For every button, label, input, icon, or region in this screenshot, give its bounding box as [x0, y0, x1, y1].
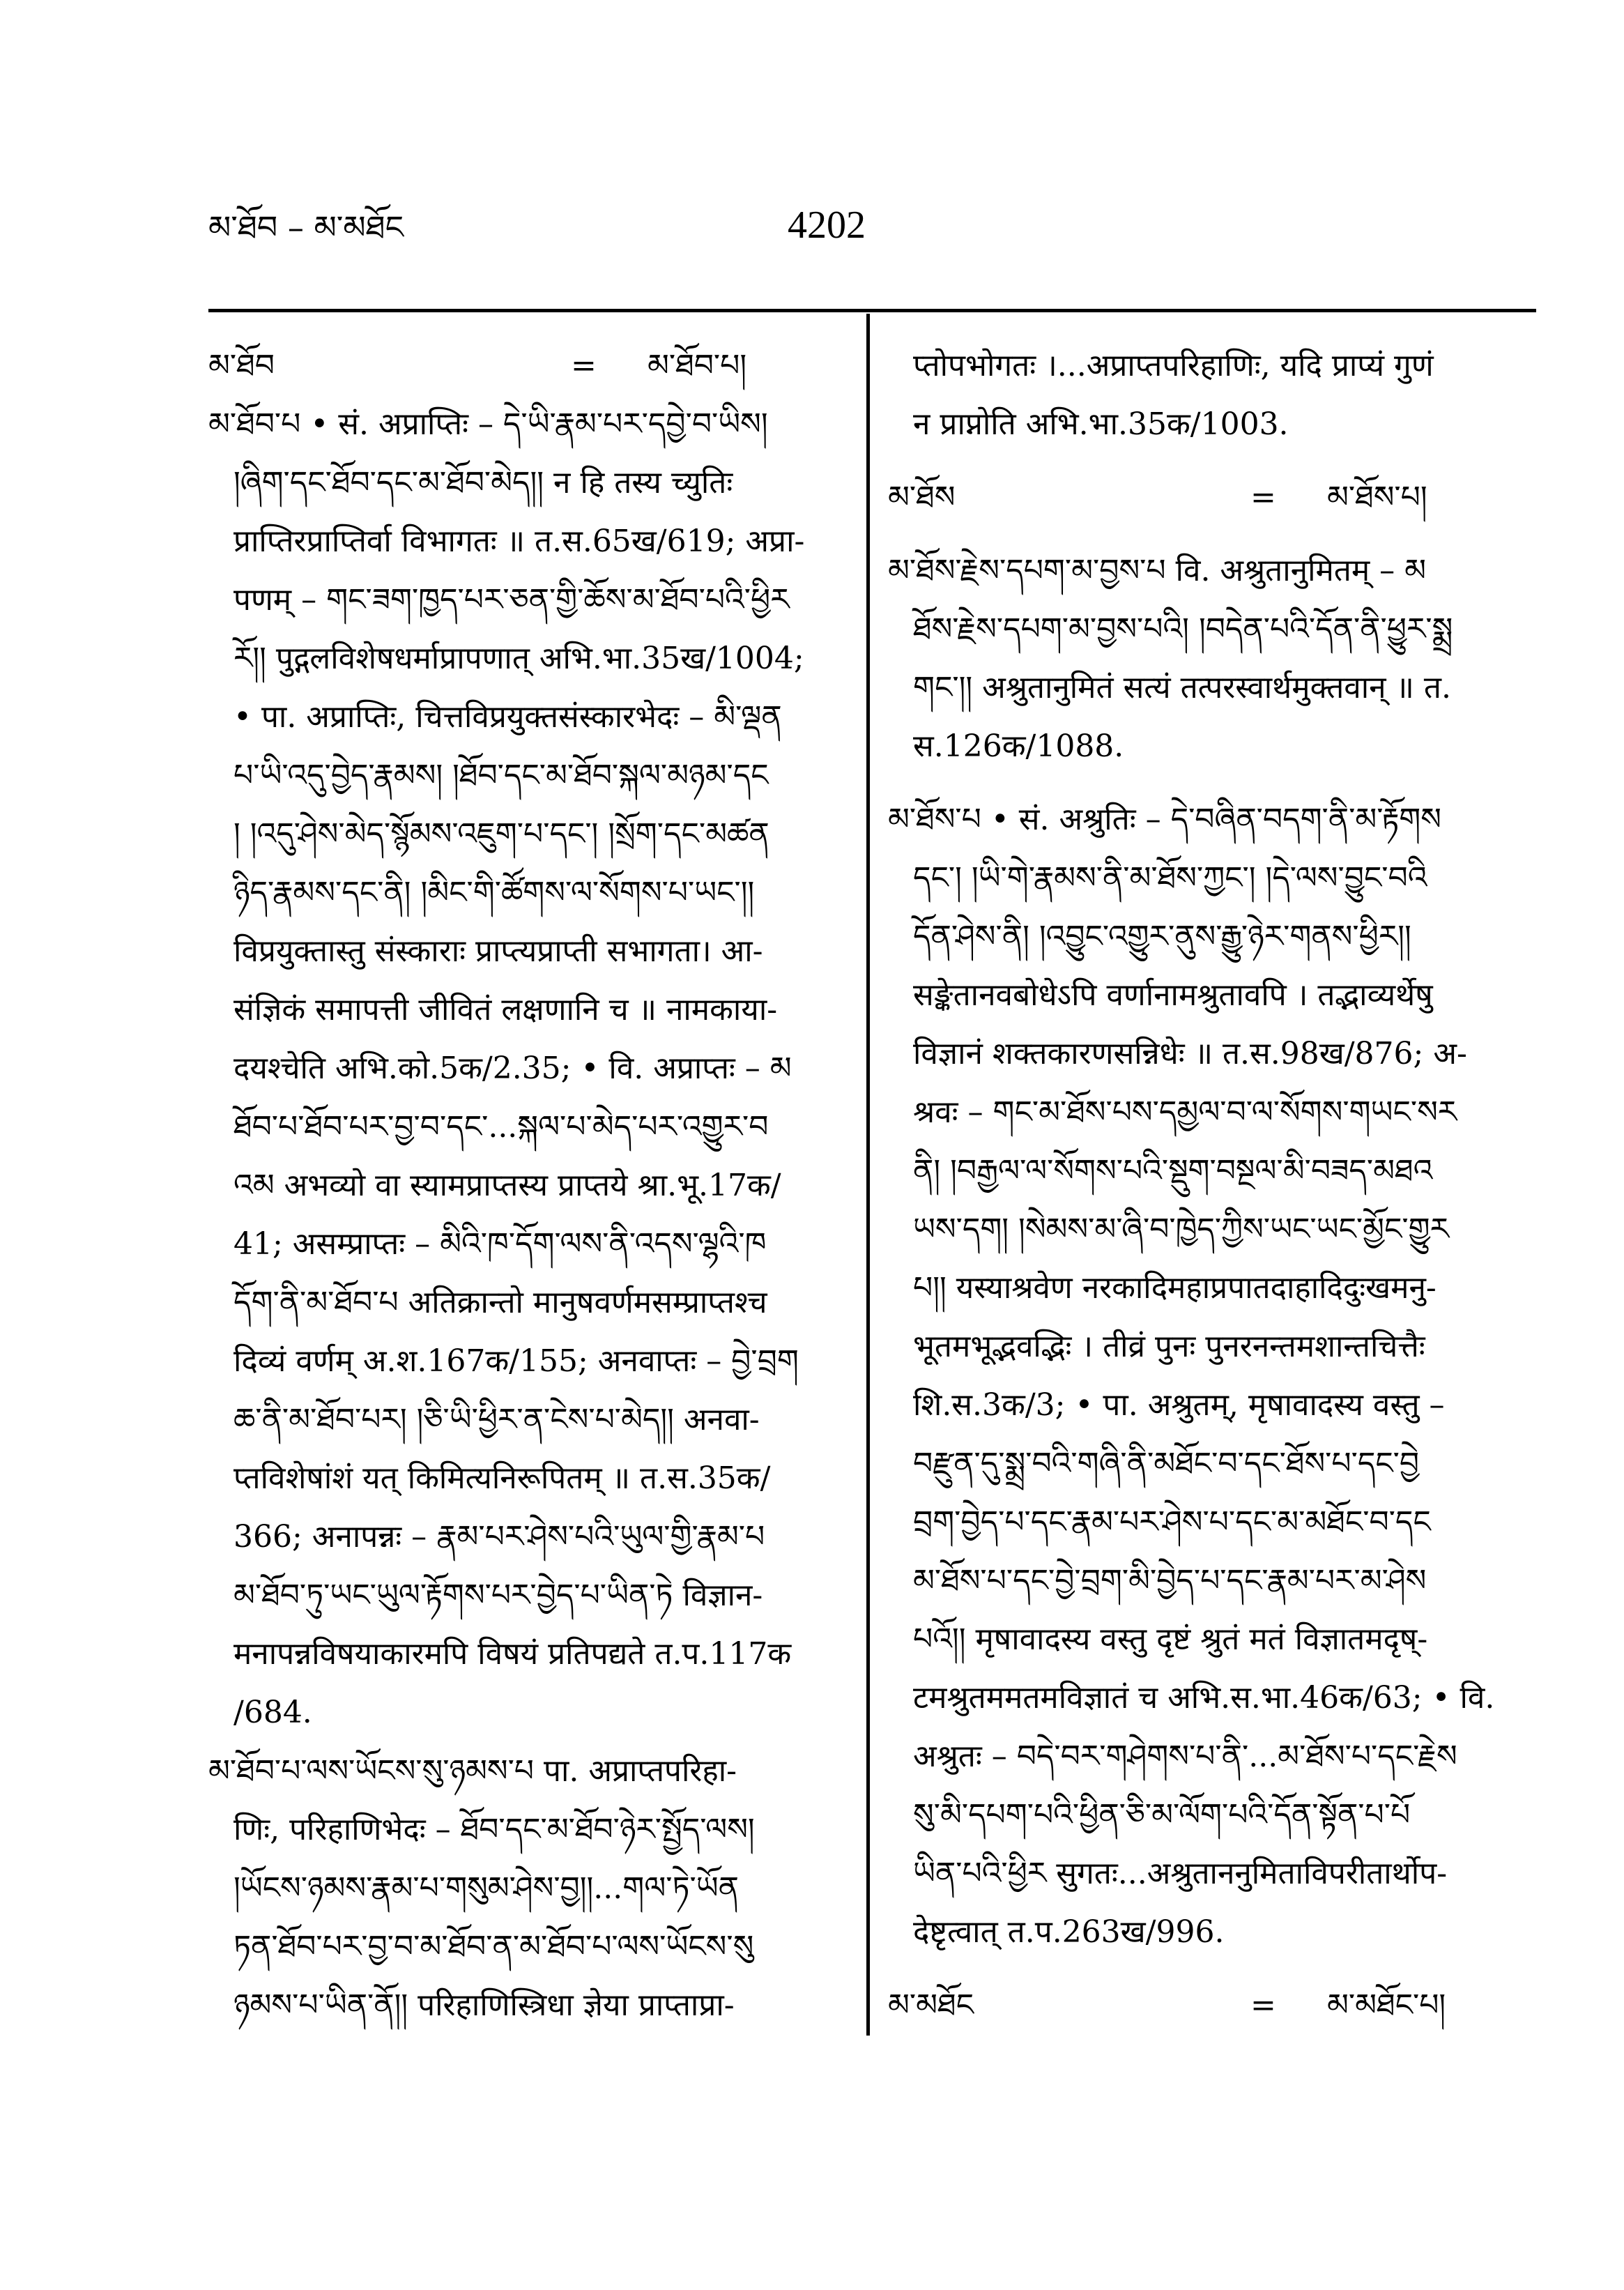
entry-text-line: སུ་མི་དཔག་པའི་ཕྱིན་ཅི་མ་ལོག་པའི་དོན་སྟོན་པ་པོ: [913, 1797, 1411, 1833]
entry-text-line: མ་ཐོས་པ་དང་བྱེ་བྲག་མི་བྱེད་པ་དང་རྣམ་པར་མ་ཤེས: [913, 1563, 1427, 1598]
entry-text-line: टमश्रुतममतमविज्ञातं च अभि.स.भा.46क/63; • वि.: [913, 1680, 1495, 1716]
entry-text-line: ཡིན་པའི་ཕྱིར सुगतः...अश्रुताननुमिताविपरीतार्थोप-: [913, 1856, 1448, 1891]
header-rule: [208, 309, 1536, 312]
entry-text-line: པའོ།། मृषावादस्य वस्तु दृष्टं श्रुतं मतं विज्ञातमदृष्-: [913, 1621, 1428, 1657]
left-column: [208, 337, 854, 2035]
entry-headline: མ་ཐོས་རྗེས་དཔག་མ་བྱས་པ वि. अश्रुतानुमितम् – མ: [888, 553, 1427, 588]
entry-text-line: दयश्चेति अभि.को.5क/2.35; • वि. अप्राप्तः – མ: [233, 1051, 792, 1086]
entry-text-line: विप्रयुक्तास्तु संस्काराः प्राप्त्यप्राप्ती सभागता। आ-: [233, 933, 763, 969]
reference-target: མ་ཐོབ་པ།: [648, 348, 747, 383]
entry-text-line: न प्राप्नोति अभि.भा.35क/1003.: [913, 406, 1289, 442]
entry-text-line: །ཡོངས་ཉམས་རྣམ་པ་གསུམ་ཤེས་བྱ།།...གལ་ཏེ་ཡོན: [233, 1870, 740, 1906]
running-head: མ་ཐོབ – མ་མཐོང: [208, 208, 404, 246]
entry-text-line: ཏན་ཐོབ་པར་བྱ་བ་མ་ཐོབ་ན་མ་ཐོབ་པ་ལས་ཡོངས་སུ: [233, 1929, 754, 1964]
entry-text-line: ། །འདུ་ཤེས་མེད་སྙོམས་འཇུག་པ་དང་། །སྲོག་དང་མཚན: [233, 816, 769, 852]
entry-text-line: प्तविशेषांशं यत् किमित्यनिरूपितम् ॥ त.स.35क/: [233, 1460, 771, 1496]
entry-text-line: གང་།། अश्रुतानुमितं सत्यं तत्परस्वार्थमुक्तवान् ॥ त.: [913, 670, 1451, 705]
cross-reference-line: [208, 337, 854, 395]
cross-reference-entry: [888, 1976, 1533, 2035]
reference-target: མ་ཐོས་པ།: [1327, 480, 1427, 515]
page-number: 4202: [788, 204, 866, 247]
entry-text-line: 41; असम्प्राप्तः – མིའི་ཁ་དོག་ལས་ནི་འདས་ལྷའི་ཁ: [233, 1226, 767, 1262]
entry-text-line: པ་ཡི་འདུ་བྱེད་རྣམས། །ཐོབ་དང་མ་ཐོབ་སྐལ་མཉམ་དང: [233, 758, 769, 793]
right-column: [888, 337, 1533, 2035]
cross-reference-entry: [888, 468, 1533, 527]
headword: མ་ཐོས: [888, 480, 956, 515]
entry-text-line: /684.: [233, 1695, 312, 1730]
entry-text-line: ཉམས་པ་ཡིན་ནོ།། परिहाणिस्त्रिधा ज्ञेया प्राप्ताप्रा-: [233, 1987, 735, 2023]
entry-text-line: དོག་ནི་མ་ཐོབ་པ अतिक्रान्तो मानुषवर्णमसम्प्राप्तश्च: [233, 1285, 767, 1320]
column-divider: [866, 314, 870, 2036]
entry-text-line: བྲག་བྱེད་པ་དང་རྣམ་པར་ཤེས་པ་དང་མ་མཐོང་བ་དང: [913, 1504, 1431, 1540]
entry-text-line: མ་ཐོབ་ཏུ་ཡང་ཡུལ་རྟོགས་པར་བྱེད་པ་ཡིན་ཏེ विज्ञान-: [233, 1578, 763, 1613]
entry-text-line: प्तोपभोगतः ।...अप्राप्तपरिहाणिः, यदि प्राप्यं गुणं: [913, 348, 1434, 383]
entry-text-line: संज्ञिकं समापत्ती जीवितं लक्षणानि च ॥ नामकाया-: [233, 992, 778, 1028]
entry-text-line: विज्ञानं शक्तकारणसन्निधेः ॥ त.स.98ख/876; अ-: [913, 1036, 1467, 1071]
dictionary-entry: [208, 395, 854, 1742]
entry-text-line: ཐོབ་པ་ཐོབ་པར་བྱ་བ་དང་...སྐལ་པ་མེད་པར་འགྱུར་བ: [233, 1109, 769, 1145]
cross-reference-line: [888, 1976, 1533, 2035]
entry-text-line: पणम् – གང་ཟག་ཁྱད་པར་ཅན་གྱི་ཆོས་མ་ཐོབ་པའི་ཕྱིར: [233, 582, 790, 618]
entry-text-line: དོན་ཤེས་ནི། །འབྱུང་འགྱུར་ནུས་རྒྱུ་ཉེར་གནས་ཕྱིར།།: [913, 919, 1411, 954]
entry-text-line: शि.स.3क/3; • पा. अश्रुतम्, मृषावादस्य वस्तु –: [913, 1387, 1445, 1423]
headword: མ་མཐོང: [888, 1987, 974, 2023]
entry-text-line: པ།། यस्याश्रवेण नरकादिमहाप्रपातदाहादिदुःखमनु-: [913, 1270, 1437, 1306]
entry-text-line: श्रवः – གང་མ་ཐོས་པས་དམྱལ་བ་ལ་སོགས་གཡང་སར: [913, 1094, 1457, 1130]
equals-sign: =: [1250, 1987, 1276, 2023]
cross-reference-line: [888, 468, 1533, 527]
headword: མ་ཐོབ: [208, 348, 275, 383]
cross-reference-entry: [208, 337, 854, 395]
entry-text-line: རོ།། पुद्गलविशेषधर्माप्रापणात् अभि.भा.35ख/1004;: [233, 641, 804, 676]
entry-text-line: འམ अभव्यो वा स्यामप्राप्तस्य प्राप्तये श्रा.भू.17क/: [233, 1168, 781, 1203]
dictionary-entry: [888, 337, 1533, 454]
entry-text-line: णिः, परिहाणिभेदः – ཐོབ་དང་མ་ཐོབ་ཉེར་སྤྱོད་ལས།: [233, 1812, 755, 1847]
reference-target: མ་མཐོང་པ།: [1327, 1987, 1446, 2023]
entry-headline: མ་ཐོབ་པ་ལས་ཡོངས་སུ་ཉམས་པ पा. अप्राप्तपरिहा-: [208, 1753, 737, 1789]
entry-text-line: मनापन्नविषयाकारमपि विषयं प्रतिपद्यते त.प.117क: [233, 1636, 792, 1672]
entry-text-line: देष्टृत्वात् त.प.263ख/996.: [913, 1914, 1225, 1950]
entry-text-line: །ཞིག་དང་ཐོབ་དང་མ་ཐོབ་མེད།། न हि तस्य च्युतिः: [233, 465, 733, 501]
entry-text-line: ཐོས་རྗེས་དཔག་མ་བྱས་པའི། །བདེན་པའི་དོན་ནི་ཕྱུར་སྨྲ: [913, 611, 1453, 647]
entry-text-line: • पा. अप्राप्तिः, चित्तविप्रयुक्तसंस्कारभेदः – མི་ལྡན: [233, 699, 782, 735]
entry-text-line: प्राप्तिरप्राप्तिर्वा विभागतः ॥ त.स.65ख/619; अप्रा-: [233, 524, 805, 559]
entry-text-line: ཆ་ནི་མ་ཐོབ་པར། །ཅི་ཡི་ཕྱིར་ན་ངེས་པ་མེད།། अनवा-: [233, 1402, 760, 1437]
entry-text-line: ནི། །བརྒྱལ་ལ་སོགས་པའི་སྡུག་བསྔལ་མི་བཟད་མཐའ: [913, 1153, 1433, 1189]
equals-sign: =: [571, 348, 597, 383]
entry-text-line: स.126क/1088.: [913, 728, 1124, 764]
entry-text-line: 366; अनापन्नः – རྣམ་པར་ཤེས་པའི་ཡུལ་གྱི་རྣམ་པ: [233, 1519, 765, 1555]
dictionary-entry: [888, 542, 1533, 776]
entry-text-line: དང་། །ཡི་གེ་རྣམས་ནི་མ་ཐོས་ཀྱང་། །དེ་ལས་བྱུང་བའི: [913, 860, 1427, 896]
entry-text-line: བརྫུན་དུ་སྨྲ་བའི་གཞི་ནི་མཐོང་བ་དང་ཐོས་པ་དང་བྱེ: [913, 1446, 1420, 1481]
entry-text-line: ཉིད་རྣམས་དང་ནི། །མིང་གི་ཚོགས་ལ་སོགས་པ་ཡང་།།: [233, 875, 755, 910]
entry-text-line: ཡས་དག། །སེམས་མ་ཞི་བ་ཁྱེད་ཀྱིས་ཡང་ཡང་མྱོང་གྱུར: [913, 1212, 1450, 1247]
entry-headline: མ་ཐོབ་པ • सं. अप्राप्तिः – དེ་ཡི་རྣམ་པར་དབྱེ་བ་ཡིས།: [208, 406, 768, 442]
dictionary-entry: [208, 1742, 854, 2035]
entry-headline: མ་ཐོས་པ • सं. अश्रुतिः – དེ་བཞིན་བདག་ནི་མ་རྟོགས: [888, 802, 1441, 837]
entry-text-line: अश्रुतः – བདེ་བར་གཤེགས་པ་ནི་...མ་ཐོས་པ་དང་རྗེས: [913, 1739, 1457, 1774]
entry-text-line: सङ्केतानवबोधेऽपि वर्णानामश्रुतावपि । तद्भाव्यर्थेषु: [913, 977, 1433, 1013]
dictionary-entry: [888, 791, 1533, 1962]
entry-text-line: दिव्यं वर्णम् अ.श.167क/155; अनवाप्तः – བྱེ་བྲག: [233, 1343, 799, 1379]
equals-sign: =: [1250, 480, 1276, 515]
entry-text-line: भूतमभूद्भवद्भिः । तीव्रं पुनः पुनरनन्तमशान्तचित्तैः: [913, 1329, 1425, 1364]
